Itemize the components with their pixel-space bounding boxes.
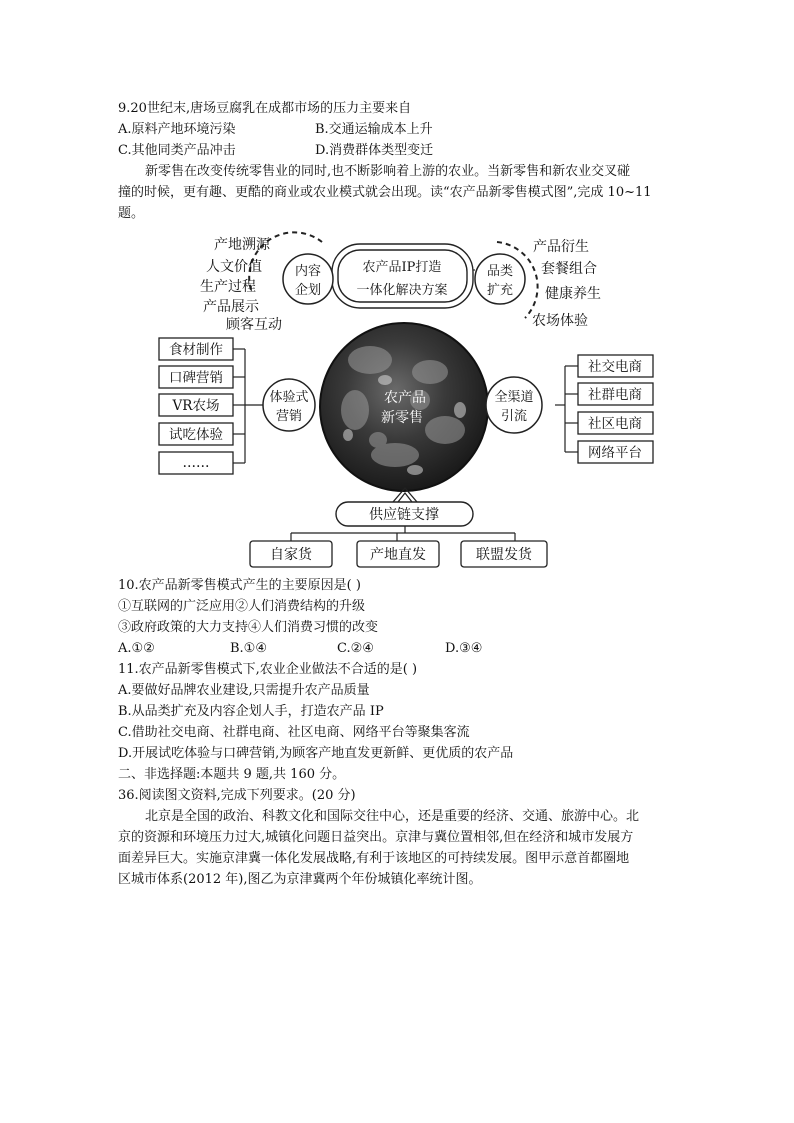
bottom-item-label: 自家货: [270, 547, 312, 563]
q11-option-d: D.开展试吃体验与口碑营销,为顾客产地直发更新鲜、更优质的农产品: [118, 746, 514, 761]
right-top-node-line1: 品类: [486, 264, 514, 279]
left-top-node-line2: 企划: [294, 283, 322, 298]
q36-stem: 36.阅读图文资料,完成下列要求。(20 分): [118, 788, 356, 803]
q10-statement-line2: ③政府政策的大力支持④人们消费习惯的改变: [118, 620, 379, 635]
left-top-item: 生产过程: [200, 279, 256, 295]
q36-line1: 北京是全国的政治、科教文化和国际交往中心，还是重要的经济、交通、旅游中心。北: [145, 809, 640, 824]
q36-line4: 区城市体系(2012 年),图乙为京津冀两个年份城镇化率统计图。: [118, 872, 482, 887]
right-top-item: 产品衍生: [533, 239, 589, 255]
right-item-label: 网络平台: [588, 445, 642, 461]
top-node-line1: 农产品IP打造: [362, 260, 442, 275]
right-top-item: 健康养生: [545, 286, 601, 302]
right-node-circle: [486, 377, 542, 433]
q36-line2: 京的资源和环境压力过大,城镇化问题日益突出。京津与冀位置相邻,但在经济和城市发展方: [118, 830, 634, 845]
right-node-line2: 引流: [500, 409, 528, 424]
section2-heading: 二、非选择题:本题共 9 题,共 160 分。: [118, 767, 346, 782]
q9-option-a: A.原料产地环境污染: [118, 122, 236, 137]
left-top-item: 顾客互动: [226, 317, 282, 333]
q10-option-c: C.②④: [337, 641, 374, 656]
left-item-label: 口碑营销: [169, 370, 223, 386]
left-item-label: 试吃体验: [169, 427, 223, 443]
bottom-item-label: 产地直发: [370, 547, 426, 563]
left-top-item: 产品展示: [203, 299, 259, 315]
q10-option-a: A.①②: [118, 641, 155, 656]
bottom-item-label: 联盟发货: [476, 547, 532, 563]
bottom-node-label: 供应链支撑: [369, 507, 439, 523]
right-item-label: 社群电商: [588, 387, 642, 403]
q10-option-d: D.③④: [445, 641, 483, 656]
center-label-line2: 新零售: [381, 410, 423, 426]
right-top-node-line2: 扩充: [486, 283, 514, 298]
left-item-label: 食材制作: [169, 342, 223, 358]
q9-option-b: B.交通运输成本上升: [315, 122, 433, 137]
right-top-item: 套餐组合: [541, 261, 597, 277]
q10-stem: 10.农产品新零售模式产生的主要原因是( ): [118, 578, 361, 593]
left-top-item: 人文价值: [206, 259, 262, 275]
top-node-line2: 一体化解决方案: [356, 283, 448, 298]
q11-option-b: B.从品类扩充及内容企划人手，打造农产品 IP: [118, 704, 384, 719]
intro1-line3: 题。: [118, 206, 145, 221]
intro1-line2: 撞的时候，更有趣、更酷的商业或农业模式就会出现。读“农产品新零售模式图”,完成 10~11: [118, 185, 652, 200]
center-label-line1: 农产品: [384, 390, 426, 406]
q36-line3: 面差异巨大。实施京津冀一体化发展战略,有利于该地区的可持续发展。图甲示意首都圈地: [118, 851, 630, 866]
right-item-label: 社区电商: [588, 416, 642, 432]
q9-option-d: D.消费群体类型变迁: [315, 143, 434, 158]
right-node-line1: 全渠道: [494, 390, 534, 405]
left-item-label: VR农场: [172, 398, 220, 414]
left-item-label: ……: [182, 455, 210, 471]
top-node-frame: [332, 244, 473, 308]
left-node-line1: 体验式: [269, 390, 309, 405]
left-top-node-line1: 内容: [294, 264, 322, 279]
left-node-line2: 营销: [275, 409, 303, 424]
q9-stem: 9.20世纪末,唐场豆腐乳在成都市场的压力主要来自: [118, 101, 412, 116]
right-item-label: 社交电商: [588, 359, 642, 375]
intro1-line1: 新零售在改变传统零售业的同时,也不断影响着上游的农业。当新零售和新农业交叉碰: [145, 164, 631, 179]
q11-option-a: A.要做好品牌农业建设,只需提升农产品质量: [118, 683, 370, 698]
q10-statement-line1: ①互联网的广泛应用②人们消费结构的升级: [118, 599, 366, 614]
q11-option-c: C.借助社交电商、社群电商、社区电商、网络平台等聚集客流: [118, 725, 470, 740]
q11-stem: 11.农产品新零售模式下,农业企业做法不合适的是( ): [118, 662, 418, 677]
q9-option-c: C.其他同类产品冲击: [118, 143, 236, 158]
right-top-item: 农场体验: [532, 313, 588, 329]
q10-option-b: B.①④: [230, 641, 267, 656]
left-top-item: 产地溯源: [214, 237, 270, 253]
